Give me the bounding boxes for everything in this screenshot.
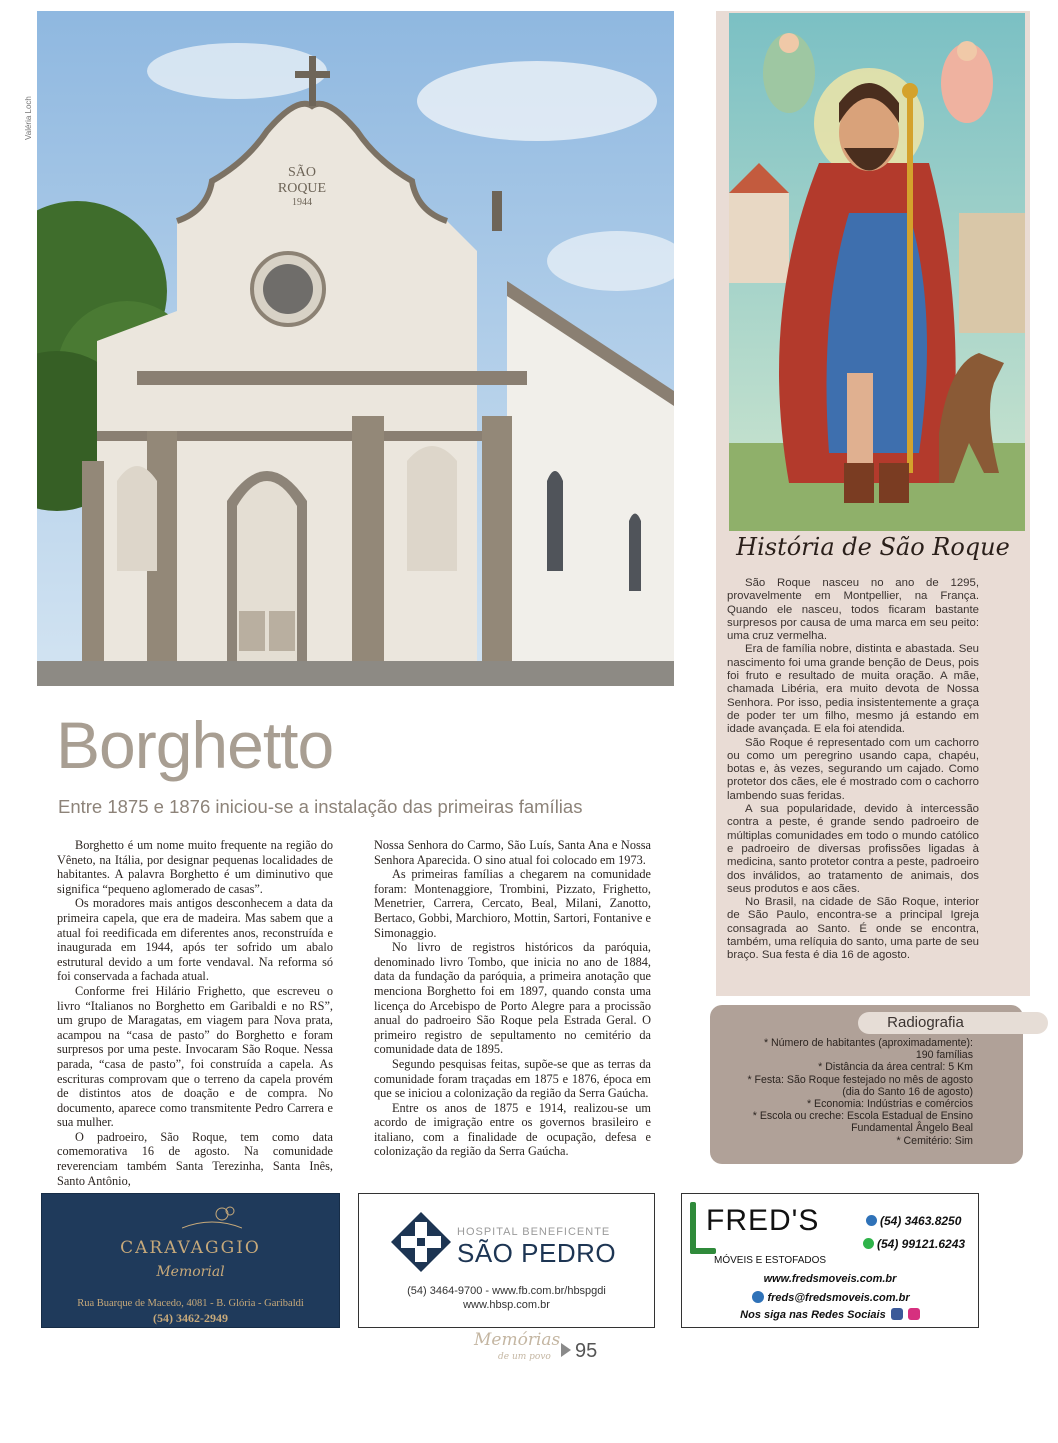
freds-logo-mark (690, 1202, 696, 1254)
freds-phone-2-text: (54) 99121.6243 (877, 1237, 966, 1251)
flower-ornament-icon (182, 1202, 242, 1232)
radiografia-line: * Festa: São Roque festejado no mês de agosto (747, 1073, 973, 1086)
article-column-1 (57, 838, 333, 1188)
radiografia-line: * Cemitério: Sim (896, 1134, 973, 1147)
article-paragraph: As primeiras famílias a chegarem na comunidade foram: Montenaggiore, Trombini, Pizzato, Frighetto, Menetrier, Carrera, Cercato, Beal, Milani, Zanotto, Bertaco, Gobbi, Marchioro, Mottin, Sartori, Fontanive e Simonaggio. (374, 867, 651, 940)
freds-subtitle: MÓVEIS E ESTOFADOS (714, 1255, 827, 1266)
email-icon (752, 1291, 764, 1303)
article-paragraph: Borghetto é um nome muito frequente na região do Vêneto, na Itália, por designar pequenas localidades de habitantes. A palavra Borghetto é um diminutivo que significa “pequeno aglomerado de casas”. (57, 838, 333, 896)
church-inscription-line2: ROQUE (277, 181, 327, 196)
article-paragraph: Entre os anos de 1875 e 1914, realizou-se um acordo de imigração entre os governos brasileiro e italiano, com a finalidade de ocupação, defesa e colonização da região da Serra Gaúcha. (374, 1100, 651, 1159)
freds-name: FRED'S (706, 1204, 820, 1237)
hospital-cross-icon (391, 1212, 451, 1272)
hospital-contact (359, 1284, 654, 1312)
page-title: Borghetto (56, 708, 334, 782)
caravaggio-ad[interactable] (41, 1193, 340, 1328)
radiografia-line: * Escola ou creche: Escola Estadual de Ensino (752, 1110, 973, 1123)
freds-logo-mark (690, 1248, 716, 1254)
photo-credit: Valéria Loch (24, 96, 33, 140)
freds-phone-1-text: (54) 3463.8250 (880, 1214, 962, 1228)
article-paragraph: Conforme frei Hilário Frighetto, que escreveu o livro “Italianos no Borghetto em Garibaldi e no RS”, um grupo de Maragatas, em viagem para Nova prata, acampou na “casa de pasto” do Borghetto e foram surpresos por uma peste. Invocaram São Roque. Nessa parada, “casa de pasto”, foi construída a capela. As escrituras comprovam que o terreno da capela provém de distintos atos de doação e de compra. No documento, aparece como transmitente Pedro Carrera e sua mulher. (57, 983, 333, 1130)
instagram-icon[interactable] (908, 1308, 920, 1320)
sidebar-title: História de São Roque (736, 533, 1010, 561)
hospital-ad[interactable] (358, 1193, 655, 1328)
hospital-name: SÃO PEDRO (457, 1238, 617, 1268)
hospital-website[interactable]: www.hbsp.com.br (463, 1299, 550, 1311)
church-photo (37, 11, 674, 686)
radiografia-line: Fundamental Ângelo Beal (851, 1122, 973, 1135)
article-paragraph: O padroeiro, São Roque, tem como data comemorativa 16 de agosto. Na comunidade reverenciam também Santa Terezinha, Santa Inês, Santo Antônio, (57, 1129, 333, 1188)
caravaggio-phone: (54) 3462-2949 (153, 1311, 228, 1325)
sidebar-text (727, 577, 979, 963)
freds-phone-2[interactable] (863, 1237, 965, 1251)
sidebar-paragraph: No Brasil, na cidade de São Roque, interior de São Paulo, encontra-se a principal Igreja consagrada ao Santo. É onde se encontra, também, uma relíquia do santo, uma parte de seu braço. Sua festa é dia 16 de agosto. (727, 896, 980, 962)
page-number: 95 (575, 1340, 598, 1362)
radiografia-line: (dia do Santo 16 de agosto) (842, 1085, 973, 1098)
hospital-contact-line[interactable]: (54) 3464-9700 - www.fb.com.br/hbspgdi (407, 1285, 606, 1297)
article-column-2 (374, 838, 651, 1159)
caravaggio-address: Rua Buarque de Macedo, 4081 - B. Glória - Garibaldi (77, 1298, 304, 1309)
freds-social-text: Nos siga nas Redes Sociais (740, 1309, 886, 1321)
radiografia-title: Radiografia (887, 1014, 964, 1031)
church-inscription-line1: SÃO (287, 165, 317, 180)
freds-website[interactable]: www.fredsmoveis.com.br (763, 1273, 897, 1285)
freds-email-text: freds@fredsmoveis.com.br (767, 1292, 910, 1304)
sidebar-paragraph: São Roque nasceu no ano de 1295, provavelmente em Montpellier, na França. Quando ele nasceu, todos ficaram bastante surpresos por causa de uma marca em seu peito: uma cruz vermelha. (727, 577, 979, 643)
radiografia-line: * Distância da área central: 5 Km (818, 1061, 973, 1074)
article-paragraph: Os moradores mais antigos desconhecem a data da primeira capela, que era de madeira. Mas sabem que a atual foi reedificada em diferentes anos, reconstruída e inaugurada em 1944, após ter sofrido um abalo estrutural devido a um forte vendaval. Na reforma só foi conservada a fachada atual. (57, 896, 333, 984)
page-subtitle: Entre 1875 e 1876 iniciou-se a instalação das primeiras famílias (58, 796, 583, 817)
freds-ad[interactable] (681, 1193, 979, 1328)
freds-email[interactable] (682, 1291, 978, 1304)
freds-social (682, 1308, 978, 1321)
phone-icon (866, 1215, 877, 1226)
facebook-icon[interactable] (891, 1308, 903, 1320)
radiografia-list (716, 1037, 973, 1147)
arrow-right-icon (561, 1343, 571, 1357)
sidebar-paragraph: Era de família nobre, distinta e abastada. Seu nascimento foi uma grande benção de Deus, pois foi fruto e resultado de muita oração. A mãe, chamada Libéria, era muito devota de Nossa Senhora. Por isso, pedia insistentemente a graça de poder ter um filho, mesmo já estando em idade avançada. E ela foi atendida. (727, 643, 979, 736)
article-paragraph: Segundo pesquisas feitas, supõe-se que as terras da comunidade foram traçadas em 1875 e 1876, época em que se iniciou a colonização da região da Serra Gaúcha. (374, 1056, 651, 1101)
church-inscription-year: 1944 (292, 197, 312, 208)
footer-logo-subtitle: de um povo (498, 1352, 551, 1362)
whatsapp-icon (863, 1238, 874, 1249)
radiografia-line: * Número de habitantes (aproximadamente): (763, 1037, 973, 1049)
radiografia-line: * Economia: Indústrias e comércios (806, 1098, 973, 1111)
sidebar-paragraph: A sua popularidade, devido à intercessão contra a peste, é grande sendo padroeiro de múltiplas comunidades em todo o mundo católico e padroeiro de diversas profissões ligadas à medicina, santo protetor contra a peste, padroeiro dos inválidos, ao tratamento de animais, dos seus produtos e aos cães. (727, 803, 980, 895)
freds-phone-1[interactable] (866, 1214, 961, 1228)
caravaggio-name: CARAVAGGIO (120, 1238, 261, 1258)
footer-logo: Memórias (474, 1330, 561, 1350)
sidebar-paragraph: São Roque é representado com um cachorro ou como um peregrino usando capa, chapéu, botas e, às vezes, segurando um cajado. Como protetor dos cães, ele é mostrado com o cachorro lambendo suas feridas. (727, 736, 979, 802)
article-paragraph: Nossa Senhora do Carmo, São Luís, Santa Ana e Nossa Senhora Aparecida. O sino atual foi colocado em 1973. (374, 838, 651, 867)
saint-roque-painting (729, 13, 1025, 531)
radiografia-line: 190 famílias (915, 1049, 973, 1062)
article-paragraph: No livro de registros históricos da paróquia, denominado livro Tombo, que inicia no ano de 1884, data da fundação da paróquia, a primeira anotação que menciona Borghetto foi em 1897, quando consta uma licença do Arcebispo de Porto Alegre para a procissão anual do padroeiro São Roque pela Estrada Geral. O primeiro registro de sepultamento no cemitério da comunidade data de 1895. (374, 940, 651, 1057)
hospital-subtitle: HOSPITAL BENEFICENTE (457, 1226, 611, 1238)
caravaggio-subtitle: Memorial (156, 1264, 225, 1280)
